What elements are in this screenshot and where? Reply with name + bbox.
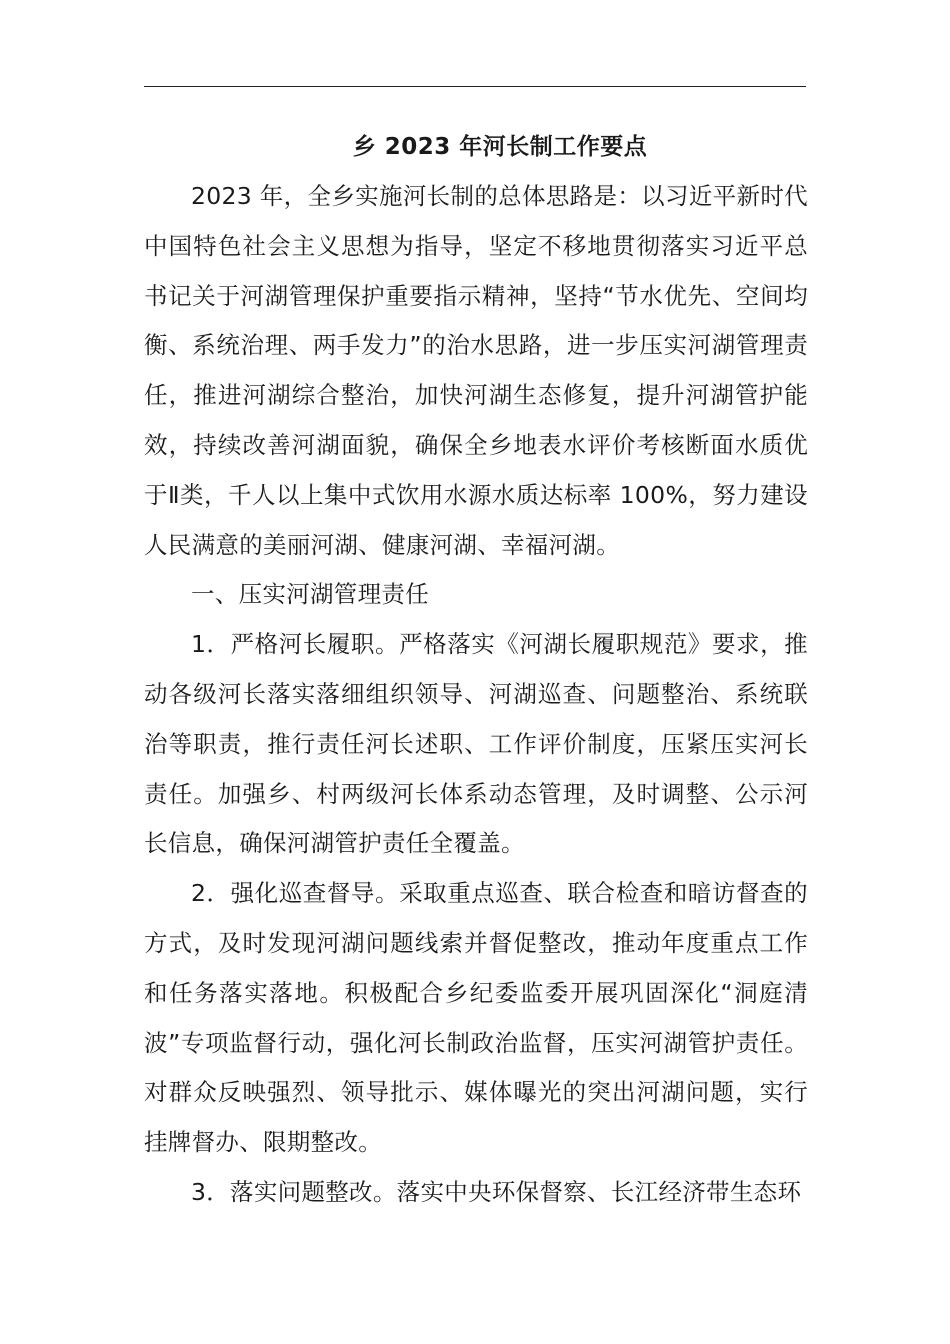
item-paragraph-2: 2．强化巡查督导。采取重点巡查、联合检查和暗访督查的方式，及时发现河湖问题线索并督促整改，推动年度重点工作和任务落实落地。积极配合乡纪委监委开展巩固深化“洞庭清波”专项监督行动，强化河长制政治监督，压实河湖管护责任。对群众反映强烈、领导批示、媒体曝光的突出河湖问题，实行挂牌督办、限期整改。 (144, 879, 808, 1157)
document-body (144, 122, 808, 1218)
document-title: 乡 2023 年河长制工作要点 (352, 134, 648, 160)
section-heading: 一、压实河湖管理责任 (191, 580, 429, 609)
item-paragraph-3: 3．落实问题整改。落实中央环保督察、长江经济带生态环 (191, 1177, 802, 1206)
header-divider (144, 86, 806, 87)
intro-paragraph: 2023 年，全乡实施河长制的总体思路是：以习近平新时代中国特色社会主义思想为指导，坚定不移地贯彻落实习近平总书记关于河湖管理保护重要指示精神，坚持“节水优先、空间均衡、系统治理、两手发力”的治水思路，进一步压实河湖管理责任，推进河湖综合整治，加快河湖生态修复，提升河湖管护能效，持续改善河湖面貌，确保全乡地表水评价考核断面水质优于Ⅱ类，千人以上集中式饮用水源水质达标率 100%，努力建设人民满意的美丽河湖、健康河湖、幸福河湖。 (144, 182, 808, 559)
item-paragraph-1: 1．严格河长履职。严格落实《河湖长履职规范》要求，推动各级河长落实落细组织领导、河湖巡查、问题整治、系统联治等职责，推行责任河长述职、工作评价制度，压紧压实河长责任。加强乡、村两级河长体系动态管理，及时调整、公示河长信息，确保河湖管护责任全覆盖。 (144, 630, 808, 858)
